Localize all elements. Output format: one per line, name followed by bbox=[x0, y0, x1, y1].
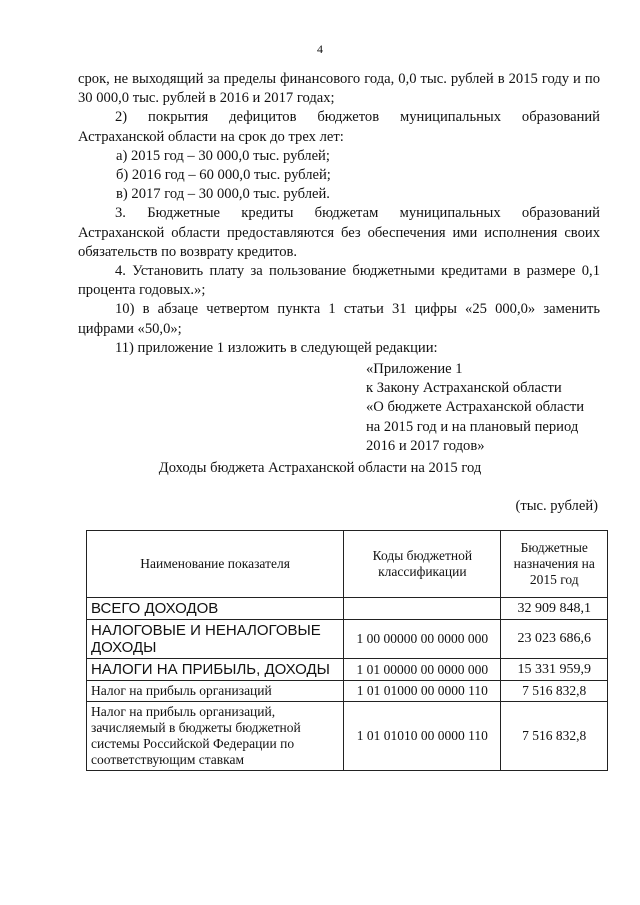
appendix-header bbox=[366, 360, 606, 456]
appendix-line: на 2015 год и на плановый период bbox=[366, 418, 579, 435]
revenue-table bbox=[86, 530, 608, 771]
row-name: Налог на прибыль организаций bbox=[87, 681, 344, 702]
appendix-line: «Приложение 1 bbox=[366, 361, 463, 377]
header-value: Бюджетные назначения на 2015 год bbox=[501, 531, 608, 598]
table-row bbox=[87, 598, 608, 620]
paragraph: 4. Установить плату за пользование бюджетными кредитами в размере 0,1 процента годовых.»; bbox=[78, 263, 600, 299]
table-row bbox=[87, 702, 608, 771]
row-code: 1 01 00000 00 0000 000 bbox=[344, 659, 501, 681]
row-value: 23 023 686,6 bbox=[501, 620, 608, 659]
row-name: ВСЕГО ДОХОДОВ bbox=[87, 598, 344, 620]
row-value: 32 909 848,1 bbox=[501, 598, 608, 620]
row-code: 1 00 00000 00 0000 000 bbox=[344, 620, 501, 659]
row-code: 1 01 01010 00 0000 110 bbox=[344, 702, 501, 771]
paragraph: в) 2017 год – 30 000,0 тыс. рублей. bbox=[116, 186, 330, 203]
row-name: Налог на прибыль организаций, зачисляемый в бюджеты бюджетной системы Российской Федерации по соответствующим ставкам bbox=[87, 702, 344, 771]
table-header-row bbox=[87, 531, 608, 598]
header-name: Наименование показателя bbox=[87, 531, 344, 598]
table-row bbox=[87, 681, 608, 702]
row-value: 7 516 832,8 bbox=[501, 681, 608, 702]
page-number: 4 bbox=[317, 42, 323, 56]
paragraph: 2) покрытия дефицитов бюджетов муниципальных образований Астраханской области на срок до трех лет: bbox=[78, 109, 600, 145]
table-row bbox=[87, 620, 608, 659]
row-code bbox=[344, 598, 501, 620]
row-value: 15 331 959,9 bbox=[501, 659, 608, 681]
table-row bbox=[87, 659, 608, 681]
body-text bbox=[78, 70, 600, 358]
appendix-line: к Закону Астраханской области bbox=[366, 380, 562, 397]
paragraph: 10) в абзаце четвертом пункта 1 статьи 31 цифры «25 000,0» заменить цифрами «50,0»; bbox=[78, 301, 600, 337]
row-value: 7 516 832,8 bbox=[501, 702, 608, 771]
paragraph: 11) приложение 1 изложить в следующей редакции: bbox=[115, 339, 438, 356]
units-label: (тыс. рублей) bbox=[515, 498, 598, 514]
paragraph: срок, не выходящий за пределы финансового года, 0,0 тыс. рублей в 2015 году и по 30 000,0 тыс. рублей в 2016 и 2017 годах; bbox=[78, 71, 600, 107]
paragraph: 3. Бюджетные кредиты бюджетам муниципальных образований Астраханской области предоставляются без обеспечения ими исполнения своих обязательств по возврату кредитов. bbox=[78, 205, 600, 260]
row-name: НАЛОГИ НА ПРИБЫЛЬ, ДОХОДЫ bbox=[87, 659, 344, 681]
appendix-line: 2016 и 2017 годов» bbox=[366, 437, 485, 454]
row-code: 1 01 01000 00 0000 110 bbox=[344, 681, 501, 702]
paragraph: б) 2016 год – 60 000,0 тыс. рублей; bbox=[116, 167, 331, 184]
table-title: Доходы бюджета Астраханской области на 2015 год bbox=[158, 460, 482, 476]
row-name: НАЛОГОВЫЕ И НЕНАЛОГОВЫЕ ДОХОДЫ bbox=[87, 620, 344, 659]
header-code: Коды бюджетной классификации bbox=[344, 531, 501, 598]
appendix-line: «О бюджете Астраханской области bbox=[366, 399, 585, 416]
paragraph: а) 2015 год – 30 000,0 тыс. рублей; bbox=[116, 147, 330, 164]
